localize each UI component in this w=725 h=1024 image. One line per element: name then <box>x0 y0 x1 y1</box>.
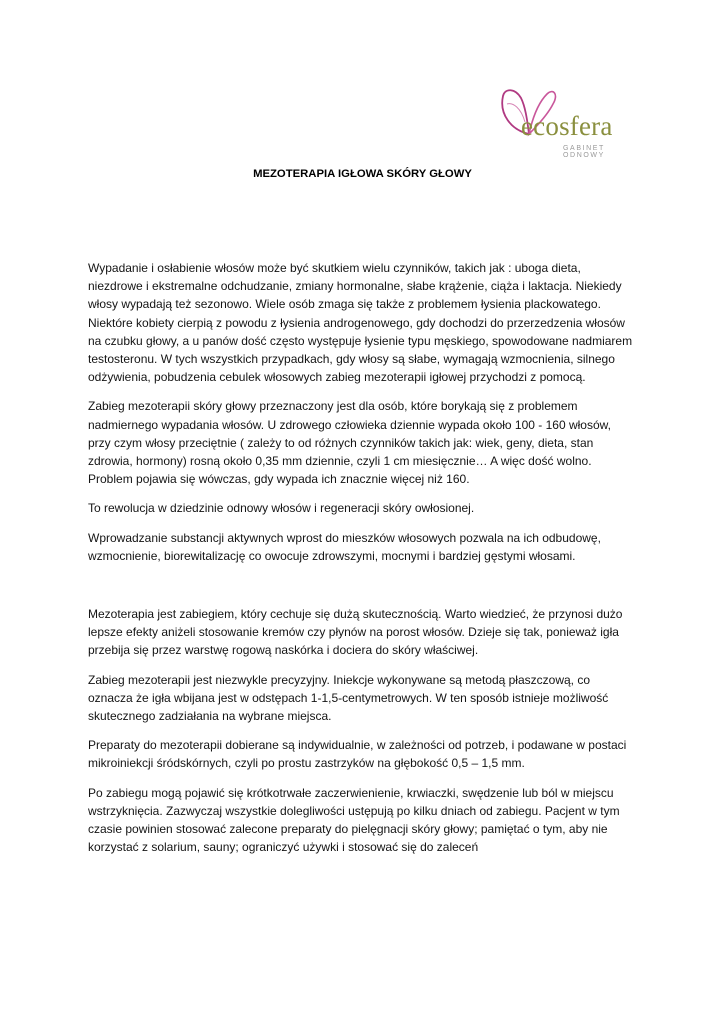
paragraph: Zabieg mezoterapii skóry głowy przeznaczony jest dla osób, które borykają się z problemem nadmiernego wypadania włosów. U zdrowego człowieka dziennie wypada około 100 - 160 włosów, przy czym włosy przeciętnie ( zależy to od różnych czynników takich jak: wiek, geny, dieta, stan zdrowia, hormony) rosną około 0,35 mm dziennie, czyli 1 cm miesięcznie… A więc dość wolno. Problem pojawia się wówczas, gdy wypada ich znacznie więcej niż 160. <box>88 399 611 487</box>
logo-tagline: GABINET ODNOWY <box>563 145 605 159</box>
paragraph: Wypadanie i osłabienie włosów może być skutkiem wielu czynników, takich jak : uboga dieta, niezdrowe i ekstremalne odchudzanie, zmiany hormonalne, słabe krążenie, ciąża i laktacja. Niekiedy włosy wypadają też sezonowo. Wiele osób zmaga się także z problemem łysienia plackowatego. Niektóre kobiety cierpią z powodu z łysienia androgenowego, gdy dochodzi do przerzedzenia włosów na czubku głowy, a u panów dość często występuje łysienie typu męskiego, spowodowane nadmiarem testosteronu. W tych wszystkich przypadkach, gdy włosy są słabe, wymagają wzmocnienia, silnego odżywienia, pobudzenia cebulek włosowych zabieg mezoterapii igłowej przychodzi z pomocą. <box>88 261 633 385</box>
logo-wordmark: ecosfera <box>521 111 613 141</box>
paragraph: Mezoterapia jest zabiegiem, który cechuje się dużą skutecznością. Warto wiedzieć, że przynosi dużo lepsze efekty aniżeli stosowanie kremów czy płynów na porost włosów. Dzieje się tak, ponieważ igła przebija się przez warstwę rogową naskórka i dociera do skóry właściwej. <box>88 607 623 658</box>
document-body <box>88 259 636 867</box>
paragraph: Wprowadzanie substancji aktywnych wprost do mieszków włosowych pozwala na ich odbudowę, wzmocnienie, biorewitalizację co owocuje zdrowszymi, mocnymi i bardziej gęstymi włosami. <box>88 530 601 563</box>
paragraph: Zabieg mezoterapii jest niezwykle precyzyjny. Iniekcje wykonywane są metodą płaszczową, co oznacza że igła wbijana jest w odstępach 1-1,5-centymetrowych. W ten sposób istnieje możliwość skutecznego zadziałania na wybrane miejsca. <box>88 672 609 724</box>
paragraph: Po zabiegu mogą pojawić się krótkotrwałe zaczerwienienie, krwiaczki, swędzenie lub ból w miejscu wstrzyknięcia. Zazwyczaj wszystkie dolegliwości ustępują po kilku dniach od zabiegu. Pacjent w tym czasie powinien stosować zalecone preparaty do pielęgnacji skóry głowy; pamiętać o tym, aby nie korzystać z solarium, sauny; ograniczyć używki i stosować się do zaleceń <box>88 785 620 855</box>
paragraph: To rewolucja w dziedzinie odnowy włosów i regeneracji skóry owłosionej. <box>88 501 475 516</box>
document-title: MEZOTERAPIA IGŁOWA SKÓRY GŁOWY <box>253 168 472 180</box>
ecosfera-logo <box>493 82 643 160</box>
paragraph: Preparaty do mezoterapii dobierane są indywidualnie, w zależności od potrzeb, i podawane w postaci mikroiniekcji śródskórnych, czyli po prostu zastrzyków na głębokość 0,5 – 1,5 mm. <box>88 738 627 771</box>
